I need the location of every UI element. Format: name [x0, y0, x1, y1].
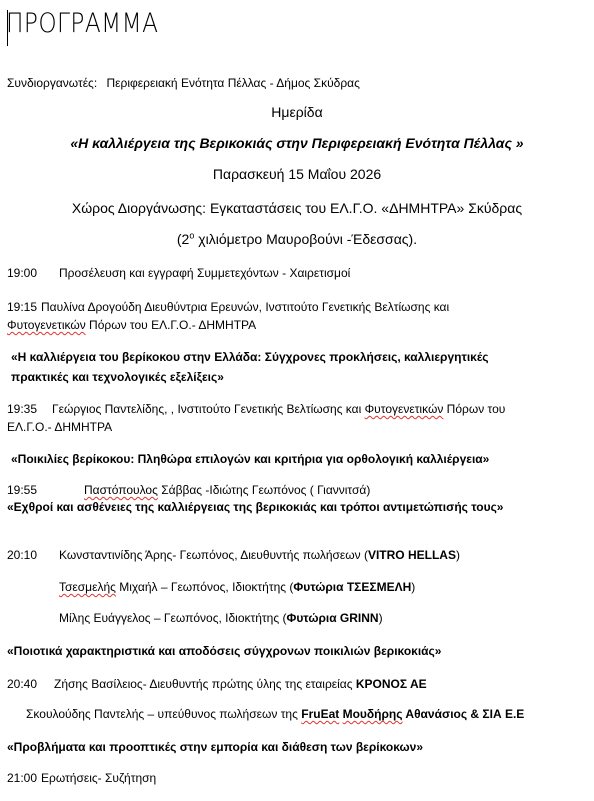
- schedule-item-1900: [7, 266, 350, 280]
- talk-title-2: «Ποικιλίες βερίκοκου: Πληθώρα επιλογών και κριτήρια για ορθολογική καλλιέργεια»: [11, 452, 490, 466]
- item-text-end: Πόρων του: [443, 402, 506, 416]
- item-text: Προσέλευση και εγγραφή Συμμετεχόντων - Χαιρετισμοί: [59, 266, 351, 280]
- co-organizers-label: Συνδιοργανωτές:: [7, 76, 98, 90]
- co-organizers: [7, 76, 360, 90]
- item-text: Ζήσης Βασίλειος- Διευθυντής πρώτης ύλης της εταιρείας: [54, 677, 356, 691]
- schedule-item-2100: [7, 771, 156, 785]
- time-2040: 20:40: [7, 677, 38, 691]
- talk-title-4: «Ποιοτικά χαρακτηριστικά και αποδόσεις σύγχρονων ποικιλιών βερικοκιάς»: [7, 644, 442, 658]
- item-text: Ερωτήσεις- Συζήτηση: [41, 771, 157, 785]
- item-text: Σάββας -Ιδιώτης Γεωπόνος ( Γιαννιτσά): [157, 483, 371, 497]
- schedule-item-2010-p3: [59, 611, 383, 625]
- item-text: Κωνσταντινίδης Άρης- Γεωπόνος, Διευθυντής πωλήσεων (: [59, 548, 368, 562]
- time-1935: 19:35: [7, 402, 38, 416]
- schedule-item-2040: [7, 677, 427, 691]
- time-1900: 19:00: [7, 266, 38, 280]
- venue-location-end: χιλιόμετρο Μαυροβούνι -Έδεσσας).: [194, 231, 418, 247]
- closing-paren: ): [411, 580, 416, 594]
- item-text: Μιχαήλ – Γεωπόνος, Ιδιοκτήτης (: [115, 580, 294, 594]
- schedule-item-2040-p2: [26, 707, 524, 721]
- talk-title-1-cont: πρακτικές και τεχνολογικές εξελίξεις»: [11, 370, 224, 384]
- schedule-item-1915-cont: [7, 318, 256, 332]
- company-name: Αθανάσιος & ΣΙΑ Ε.Ε: [402, 707, 525, 721]
- schedule-item-1915: [7, 300, 449, 314]
- item-text: Γεώργιος Παντελίδης, , Ινστιτούτο Γενετικής Βελτίωσης και: [52, 402, 365, 416]
- venue-location-start: (2: [176, 231, 190, 247]
- schedule-item-1935: [7, 402, 505, 416]
- company-name: Φυτώρια ΤΣΕΣΜΕΛΗ: [293, 580, 412, 594]
- item-text: Μίλης Ευάγγελος – Γεωπόνος, Ιδιοκτήτης (: [59, 611, 287, 625]
- venue-location-superscript: ο: [189, 230, 195, 241]
- schedule-item-2010: [7, 548, 460, 562]
- talk-title-3: «Εχθροί και ασθένειες της καλλιέργειας της βερικοκιάς και τρόποι αντιμετώπισής τους»: [7, 500, 504, 514]
- event-date: Παρασκευή 15 Μαΐου 2026: [212, 166, 382, 182]
- talk-title-1: «Η καλλιέργεια του βερίκοκου στην Ελλάδα: Σύγχρονες προκλήσεις, καλλιεργητικές: [11, 350, 489, 364]
- misspelled-word: Παστόπουλος: [84, 483, 158, 497]
- company-name: Φυτώρια GRINN: [286, 611, 379, 625]
- schedule-item-2010-p2: [59, 580, 415, 594]
- time-2100: 21:00: [7, 771, 38, 785]
- event-type: Ημερίδα: [271, 104, 323, 120]
- misspelled-word: Φυτογενετικών: [7, 318, 86, 332]
- co-organizers-value: Περιφερειακή Ενότητα Πέλλας - Δήμος Σκύδρας: [106, 76, 360, 90]
- schedule-item-1935-cont: ΕΛ.Γ.Ο.- ΔΗΜΗΤΡΑ: [7, 420, 113, 434]
- company-name: VITRO HELLAS: [367, 548, 456, 562]
- misspelled-word: FruEat: [301, 707, 340, 721]
- misspelled-word: Τσεσμελής: [59, 580, 116, 594]
- schedule-item-1955: [7, 483, 370, 497]
- item-text: Παυλίνα Δρογούδη Διευθύντρια Ερευνών, Ινστιτούτο Γενετικής Βελτίωσης και: [41, 300, 450, 314]
- misspelled-word: Φυτογενετικών: [364, 402, 444, 416]
- item-text: Σκουλούδης Παντελής – υπεύθυνος πωλήσεων της: [26, 707, 302, 721]
- closing-paren: ): [455, 548, 460, 562]
- event-venue-location: [0, 231, 594, 247]
- talk-title-5: «Προβλήματα και προοπτικές στην εμπορία και διάθεση των βερίκοκων»: [7, 740, 424, 754]
- time-1915: 19:15: [7, 300, 38, 314]
- event-title: «Η καλλιέργεια της Βερικοκιάς στην Περιφερειακή Ενότητα Πέλλας »: [70, 135, 524, 151]
- company-name: ΚΡΟΝΟΣ ΑΕ: [355, 677, 427, 691]
- event-venue: Χώρος Διοργάνωσης: Εγκαταστάσεις του ΕΛ.Γ.Ο. «ΔΗΜΗΤΡΑ» Σκύδρας: [71, 200, 523, 216]
- page-title: ΠΡΟΓΡΑΜΜΑ: [6, 8, 159, 39]
- misspelled-word: Μουδήρης: [342, 707, 403, 721]
- closing-paren: ): [378, 611, 383, 625]
- time-2010: 20:10: [7, 548, 38, 562]
- time-1955: 19:55: [7, 483, 38, 497]
- item-text: Πόρων του ΕΛ.Γ.Ο.- ΔΗΜΗΤΡΑ: [85, 318, 257, 332]
